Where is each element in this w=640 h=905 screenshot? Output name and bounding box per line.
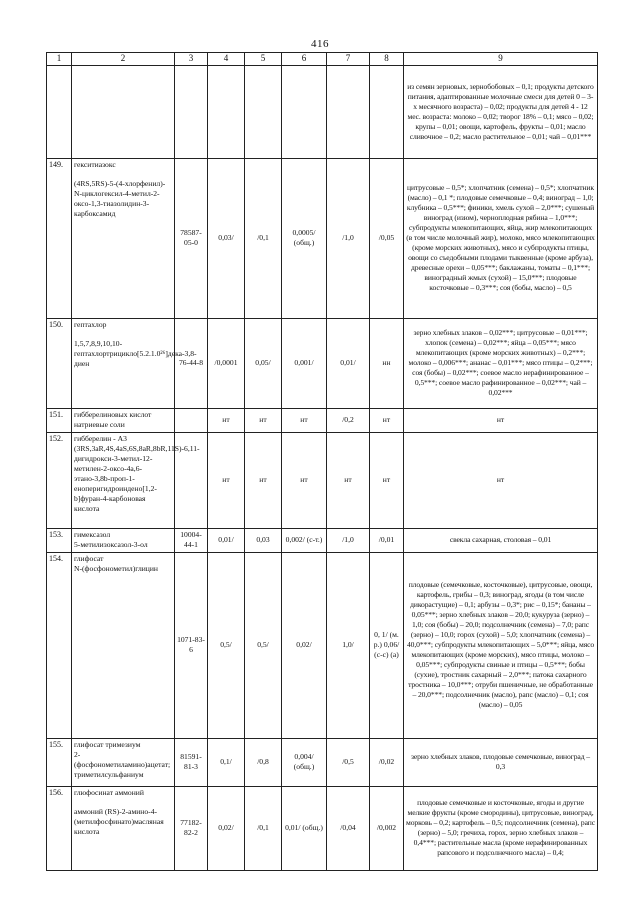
value-col6: 0,0005/ (общ.): [282, 158, 327, 318]
value-col6: 0,002/ (с-т.): [282, 528, 327, 552]
food-limits: нт: [404, 408, 598, 432]
food-limits: зерно хлебных злаков – 0,02***; цитрусовые – 0,01***; хлопок (семена) – 0,02***; яйца – 0,05***; мясо млекопитающих (кроме морских животных) – 0,2***; молоко – 0,006***; ананас – 0,01***; мясо птицы – 0,2***; соя (бобы) – 0,02***; соевое масло нерафинированное – 0,5***; соевое масло рафинированное – 0,02***; чай – 0,02***: [404, 318, 598, 408]
food-limits: плодовые семечковые и косточковые, ягоды и другие мелкие фрукты (кроме смородины), цитрусовые, виноград, морковь – 0,2; картофель – 0,5; подсолнечник (семена), рапс (зерно) – 5,0; гречиха, горох, зерно хлебных злаков – 0,4***; растительные масла (кроме нерафинированных рапсового и подсолнечного масла) – 0,4;: [404, 786, 598, 870]
food-limits: зерно хлебных злаков, плодовые семечковые, виноград – 0,3: [404, 738, 598, 786]
value-col5: 0,03: [245, 528, 282, 552]
row-number: 151.: [47, 408, 72, 432]
value-col7: 0,01/: [327, 318, 370, 408]
cas-number: 78587-05-0: [175, 158, 208, 318]
col-header: 9: [404, 53, 598, 66]
value-col5: 0,05/: [245, 318, 282, 408]
cas-number: 77182-82-2: [175, 786, 208, 870]
food-limits: цитрусовые – 0,5*; хлопчатник (семена) – 0,5*; хлопчатник (масло) – 0,1 *; плодовые семечковые – 0,4; виноград – 1,0; клубника – 0,5***; финики, хмель сухой – 2,0***; сушеный виноград (изюм), черноплодная рябина – 1,0***; субпродукты млекопитающих, яйца, жир млекопитающих (в том числе молочный жир), молоко, мясо млекопитающих (кроме морских животных), мясо и субпродукты птицы, овощи со съедобными плодами тыквенные (кроме арбуза), древесные орехи – 0,05***; баклажаны, томаты – 0,1***; виноградный жмых (сухой) – 15,0***; плодовые косточковые – 0,3***; соя (бобы, масло) – 0,5: [404, 158, 598, 318]
value-col7: /1,0: [327, 528, 370, 552]
row-number: 155.: [47, 738, 72, 786]
cas-number: 10004-44-1: [175, 528, 208, 552]
value-col4: 0,5/: [208, 552, 245, 738]
table-row: [47, 432, 598, 528]
value-col8: /0,01: [370, 528, 404, 552]
value-col8: /0,002: [370, 786, 404, 870]
value-col8: нн: [370, 318, 404, 408]
value-col6: нт: [282, 408, 327, 432]
col-header: 4: [208, 53, 245, 66]
table-row: [47, 786, 598, 870]
col-header: 3: [175, 53, 208, 66]
substance-name: гекситиазокс (4RS,5RS)-5-(4-хлорфенил)-N-циклогексил-4-метил-2-оксо-1,3-тиазолидин-3-карбоксамид: [72, 158, 175, 318]
substance-name: глюфосинат аммоний аммоний (RS)-2-амино-4-(метилфосфинато)масляная кислота: [72, 786, 175, 870]
value-col4: нт: [208, 408, 245, 432]
value-col7: /0,5: [327, 738, 370, 786]
column-number-row: [47, 53, 598, 66]
row-number: 154.: [47, 552, 72, 738]
col-header: 7: [327, 53, 370, 66]
table-row: [47, 552, 598, 738]
food-limits: плодовые (семечковые, косточковые), цитрусовые, овощи, картофель, грибы – 0,3; виноград, ягоды (в том числе дикорастущие) – 0,1; арбузы – 0,3*; рис – 0,15*; бананы – 0,05***; зерно хлебных злаков – 20,0; кукуруза (зерно) – 1,0; соя (бобы) – 20,0; подсолнечник (семена) – 7,0; рапс (зерно) – 10,0; горох (сухой) – 5,0; хлопчатник (семена) – 40,0***; субпродукты млекопитающих – 5,0***; яйца, мясо млекопитающих (кроме морских), мясо птицы, молоко – 0,05***; субпродукты свиные и птицы – 0,5***; бобы (сухие), тростник сахарный – 2,0***; патока сахарного тростника – 10,0***; отруби пшеничные, не обработанные – 20,0***; подсолнечник (масло), рапс (масло) – 0,1; соя (масло) – 0,05: [404, 552, 598, 738]
value-col6: 0,004/ (общ.): [282, 738, 327, 786]
value-col8: /0,05: [370, 158, 404, 318]
col-header: 1: [47, 53, 72, 66]
value-col4: 0,03/: [208, 158, 245, 318]
value-col7: /0,04: [327, 786, 370, 870]
value-col7: /0,2: [327, 408, 370, 432]
value-col5: /0,1: [245, 158, 282, 318]
value-col6: 0,001/: [282, 318, 327, 408]
row-number: 153.: [47, 528, 72, 552]
food-limits: нт: [404, 432, 598, 528]
value-col8: нт: [370, 408, 404, 432]
continuation-limits: из семян зерновых, зернобобовых – 0,1; продукты детского питания, адаптированные молочные смеси для детей 0 – 3-х месячного возраста) – 0,02; продукты для детей 4 - 12 мес. возраста: молоко – 0,02; творог 18% – 0,1; мясо – 0,02; крупы – 0,01; овощи, картофель, фрукты – 0,01; масло сливочное – 0,2; масло растительное – 0,01; чай – 0,01***: [404, 65, 598, 158]
table-row: [47, 158, 598, 318]
substance-name: глифосат N-(фосфонометил)глицин: [72, 552, 175, 738]
value-col7: нт: [327, 432, 370, 528]
value-col6: 0,01/ (общ.): [282, 786, 327, 870]
residue-limits-table: [46, 52, 598, 871]
col-header: 5: [245, 53, 282, 66]
row-number: 149.: [47, 158, 72, 318]
substance-name: гибберелиновых кислот натриевые соли: [72, 408, 175, 432]
substance-name: гимексазол 5-метилизоксазол-3-ол: [72, 528, 175, 552]
substance-name: гептахлор 1,5,7,8,9,10,10-гептахлортрицикло[5.2.1.0²⁶]дека-3,8-диен: [72, 318, 175, 408]
table-row: [47, 318, 598, 408]
page-number: 416: [311, 38, 329, 50]
value-col5: нт: [245, 408, 282, 432]
value-col8: нт: [370, 432, 404, 528]
value-col4: 0,1/: [208, 738, 245, 786]
value-col4: 0,01/: [208, 528, 245, 552]
cas-number: 76-44-8: [175, 318, 208, 408]
value-col6: нт: [282, 432, 327, 528]
table-row: [47, 408, 598, 432]
col-header: 2: [72, 53, 175, 66]
cas-number: [175, 408, 208, 432]
continuation-row: [47, 65, 598, 158]
col-header: 6: [282, 53, 327, 66]
substance-name: гибберелин - А3 (3RS,3aR,4S,4aS,6S,8aR,8bR,11S)-6,11-дигидрокси-3-метил-12-метилен-2-оксо-4a,6-этано-3,8b-проп-1-еноперигидроиндено[1,2-b]фуран-4-карбоновая кислота: [72, 432, 175, 528]
row-number: 150.: [47, 318, 72, 408]
value-col8: 0, 1/ (м. р.) 0,06/ (с-с) (а): [370, 552, 404, 738]
col-header: 8: [370, 53, 404, 66]
value-col4: /0,0001: [208, 318, 245, 408]
value-col5: /0,1: [245, 786, 282, 870]
table-row: [47, 738, 598, 786]
value-col8: /0,02: [370, 738, 404, 786]
food-limits: свекла сахарная, столовая – 0,01: [404, 528, 598, 552]
value-col5: /0,8: [245, 738, 282, 786]
table-row: [47, 528, 598, 552]
value-col6: 0,02/: [282, 552, 327, 738]
cas-number: 81591-81-3: [175, 738, 208, 786]
row-number: 152.: [47, 432, 72, 528]
value-col5: нт: [245, 432, 282, 528]
value-col4: 0,02/: [208, 786, 245, 870]
substance-name: глифосат тримезиум 2-(фосфонометиламино)ацетат; триметилсульфаниум: [72, 738, 175, 786]
row-number: 156.: [47, 786, 72, 870]
value-col4: нт: [208, 432, 245, 528]
value-col5: 0,5/: [245, 552, 282, 738]
cas-number: 1071-83-6: [175, 552, 208, 738]
value-col7: /1,0: [327, 158, 370, 318]
value-col7: 1,0/: [327, 552, 370, 738]
